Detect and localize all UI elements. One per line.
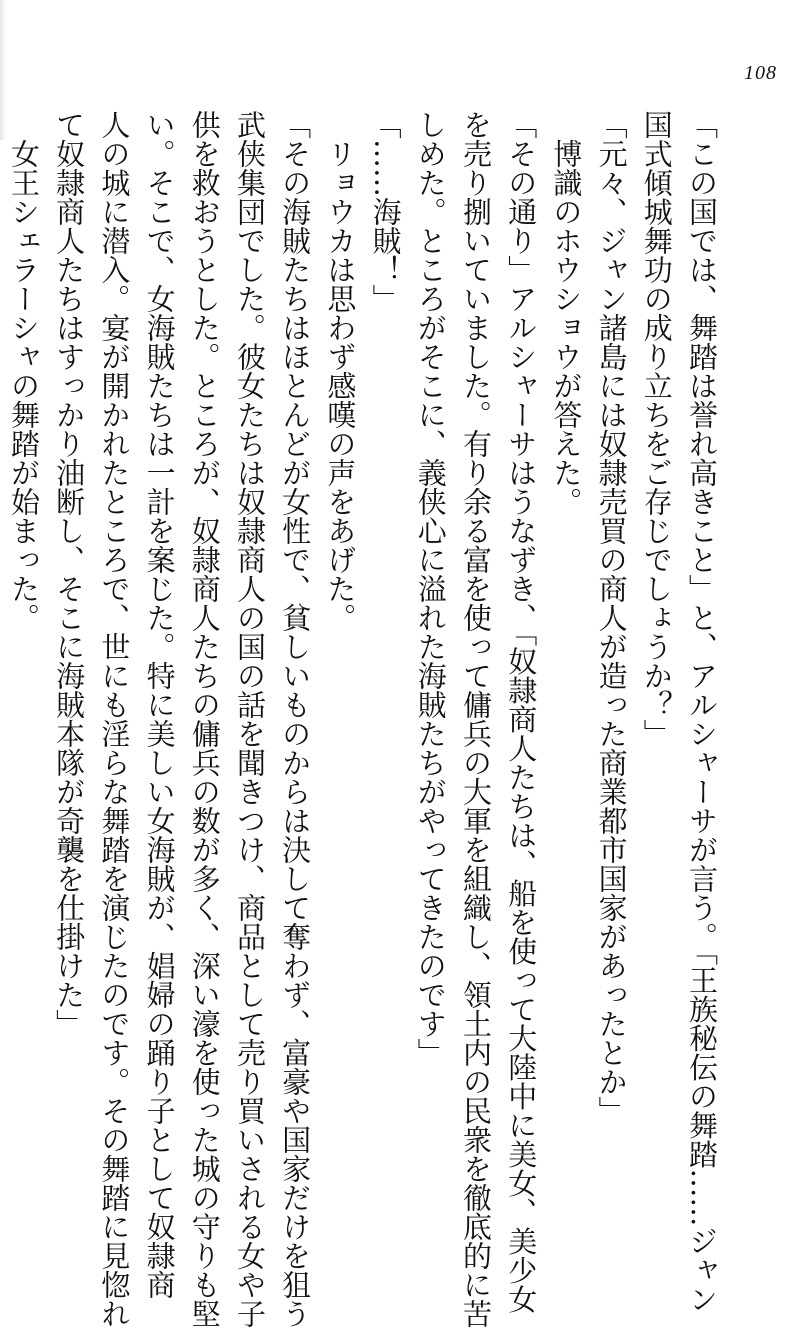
text-line: 「この国では、舞踏は誉れ高きこと」と、アルシャーサが言う。「王族秘伝の舞踏……ジャン — [685, 110, 719, 1314]
text-line: 「……海賊！」 — [368, 110, 403, 313]
vertical-text-body — [6, 110, 724, 1328]
text-line: 「元々、ジャン諸島には奴隷売買の商人が造った商業都市国家があったとか」 — [594, 110, 629, 1125]
text-line: 女王シェラーシャの舞踏が始まった。 — [6, 110, 41, 632]
text-line: 供を救おうとした。ところが、奴隷商人たちの傭兵の数が多く、深い濠を使った城の守りも堅 — [187, 110, 222, 1328]
text-line: 博識のホウショウが答えた。 — [549, 110, 584, 516]
text-line: 武侠集団でした。彼女たちは奴隷商人の国の話を聞きつけ、商品として売り買いされる女や子 — [232, 110, 267, 1328]
text-line: しめた。ところがそこに、義侠心に溢れた海賊たちがやってきたのです」 — [413, 110, 448, 1067]
text-line: 「その通り」アルシャーサはうなずき、「奴隷商人たちは、船を使って大陸中に美女、美少女 — [504, 110, 539, 1314]
text-line: い。そこで、女海賊たちは一計を案じた。特に美しい女海賊が、娼婦の踊り子として奴隷商 — [142, 110, 177, 1299]
text-line: 国式傾城舞功の成り立ちをご存じでしょうか？」 — [639, 110, 674, 748]
text-line: 人の城に潜入。宴が開かれたところで、世にも淫らな舞踏を演じたのです。その舞踏に見惚れ — [97, 110, 132, 1328]
text-line: リョウカは思わず感嘆の声をあげた。 — [323, 110, 358, 632]
page-number: 108 — [744, 62, 777, 84]
text-line: を売り捌いていました。有り余る富を使って傭兵の大軍を組織し、領土内の民衆を徹底的に苦 — [458, 110, 493, 1328]
text-line: 「その海賊たちはほとんどが女性で、貧しいものからは決して奪わず、富豪や国家だけを狙う — [278, 110, 313, 1328]
text-line: て奴隷商人たちはすっかり油断し、そこに海賊本隊が奇襲を仕掛けた」 — [52, 110, 87, 1038]
